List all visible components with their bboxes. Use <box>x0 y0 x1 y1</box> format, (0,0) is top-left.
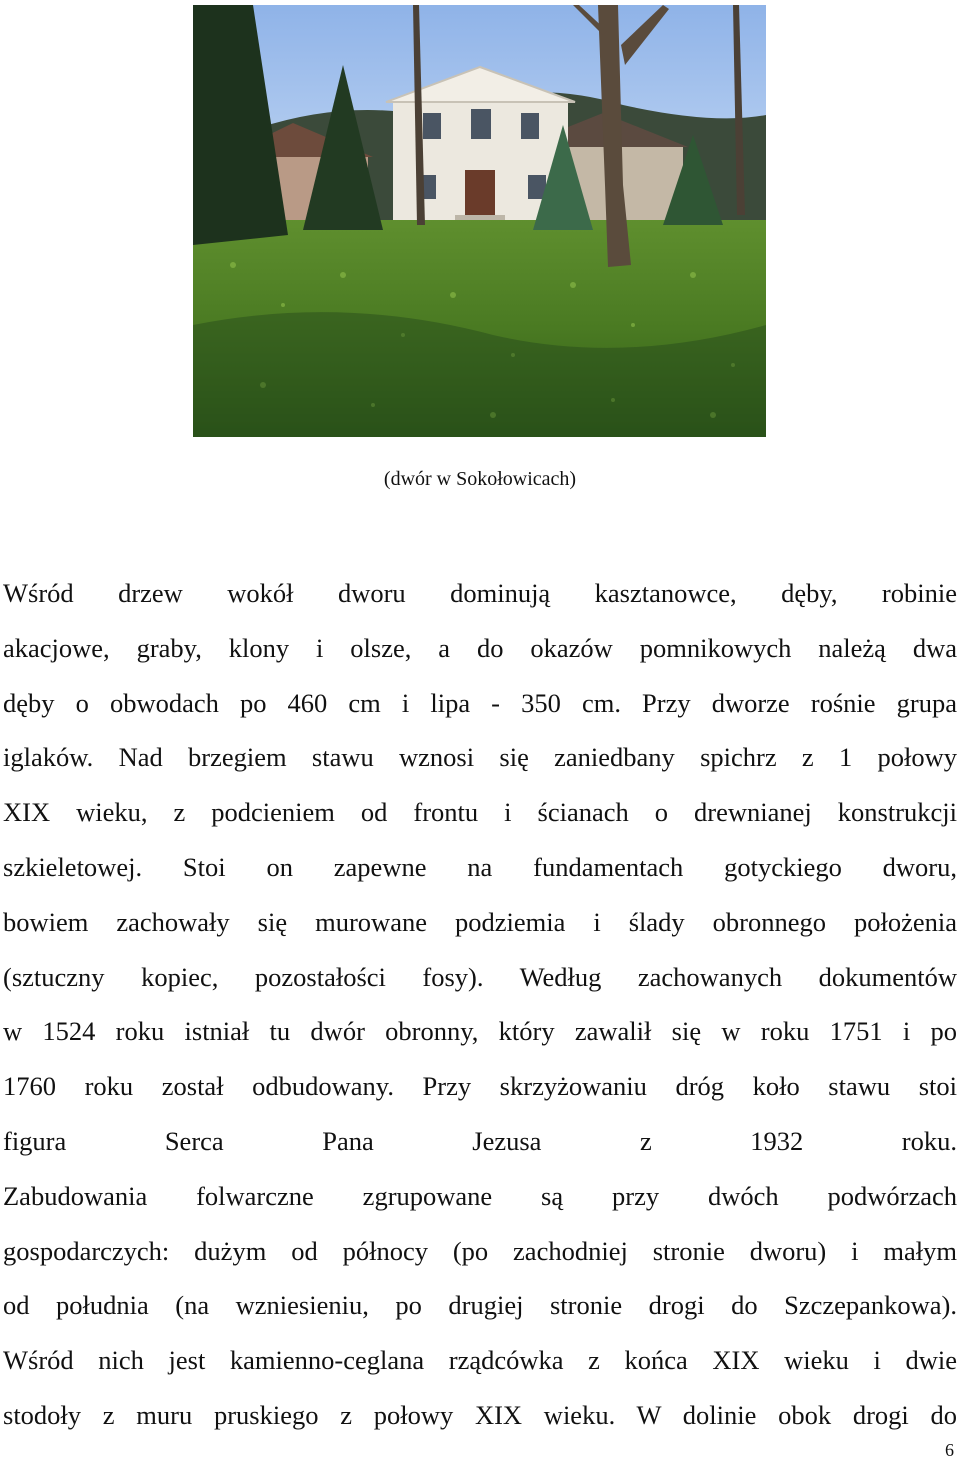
paragraph-line: Wśród nich jest kamienno-ceglana rządcówka z końca XIX wieku i dwie <box>3 1345 957 1376</box>
page-number: 6 <box>945 1440 954 1460</box>
paragraph-line: gospodarczych: dużym od północy (po zachodniej stronie dworu) i małym <box>3 1235 957 1266</box>
paragraph-line: dęby o obwodach po 460 cm i lipa - 350 cm. Przy dworze rośnie grupa <box>3 687 957 718</box>
paragraph-line: w 1524 roku istniał tu dwór obronny, który zawalił się w roku 1751 i po <box>3 1016 957 1047</box>
photo-caption: (dwór w Sokołowicach) <box>383 468 577 490</box>
paragraph-line: figura Serca Pana Jezusa z 1932 roku. <box>3 1125 957 1156</box>
paragraph-line: bowiem zachowały się murowane podziemia i ślady obronnego położenia <box>3 906 957 937</box>
paragraph-line: XIX wieku, z podcieniem od frontu i ścianach o drewnianej konstrukcji <box>3 797 957 828</box>
manor-photo <box>193 5 766 437</box>
paragraph-line: (sztuczny kopiec, pozostałości fosy). Według zachowanych dokumentów <box>3 961 957 992</box>
body-paragraph <box>3 566 957 1443</box>
paragraph-line: od południa (na wzniesieniu, po drugiej stronie drogi do Szczepankowa). <box>3 1290 957 1321</box>
manor-photo-illustration <box>193 5 766 437</box>
paragraph-line: Zabudowania folwarczne zgrupowane są przy dwóch podwórzach <box>3 1180 957 1211</box>
paragraph-line: akacjowe, graby, klony i olsze, a do okazów pomnikowych należą dwa <box>3 632 957 663</box>
paragraph-line: szkieletowej. Stoi on zapewne na fundamentach gotyckiego dworu, <box>3 851 957 882</box>
paragraph-line: 1760 roku został odbudowany. Przy skrzyżowaniu dróg koło stawu stoi <box>3 1071 957 1102</box>
paragraph-line: stodoły z muru pruskiego z połowy XIX wieku. W dolinie obok drogi do <box>3 1399 957 1430</box>
paragraph-line: Wśród drzew wokół dworu dominują kasztanowce, dęby, robinie <box>3 578 957 608</box>
paragraph-line: iglaków. Nad brzegiem stawu wznosi się zaniedbany spichrz z 1 połowy <box>3 742 957 773</box>
